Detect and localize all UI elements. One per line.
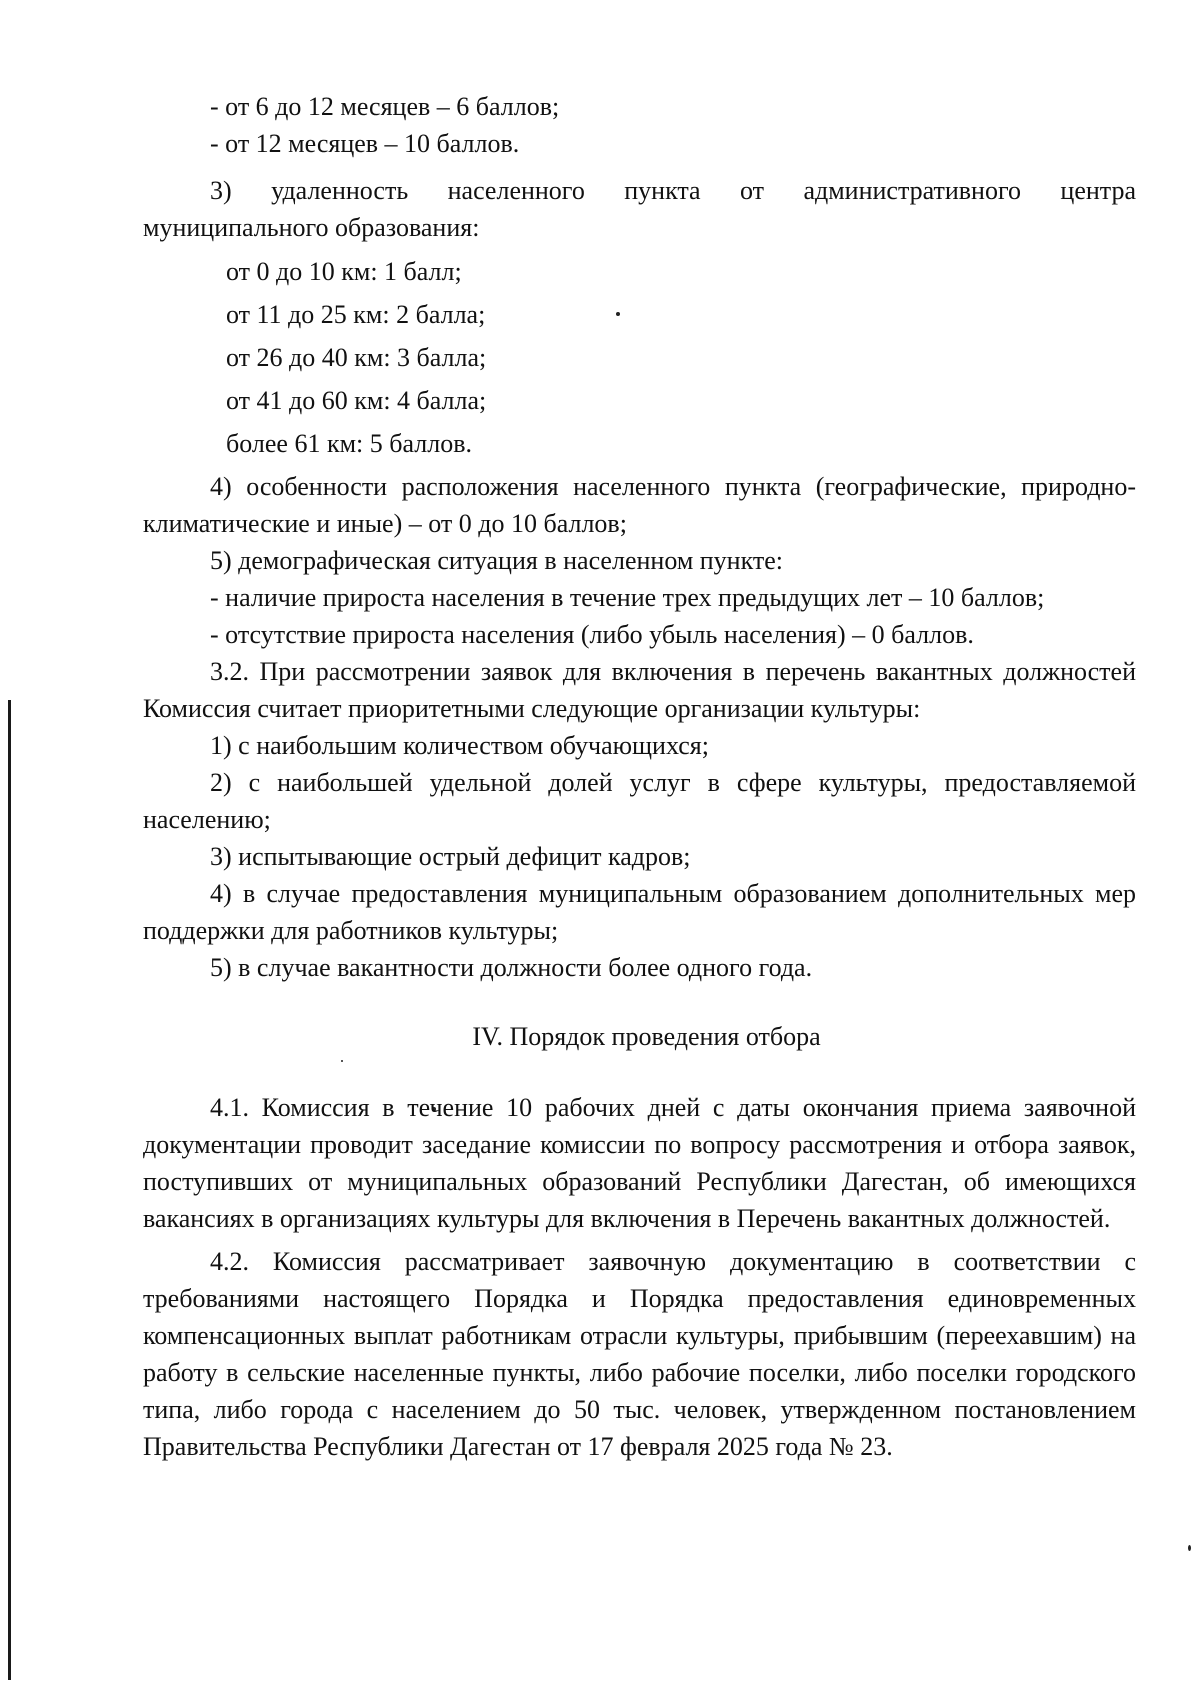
scan-margin-line bbox=[8, 700, 11, 1680]
distance-score-item: от 26 до 40 км: 3 балла; bbox=[226, 343, 487, 372]
growth-absent: - отсутствие прироста населения (либо убыль населения) – 0 баллов. bbox=[210, 620, 974, 649]
distance-score-item: от 11 до 25 км: 2 балла; bbox=[226, 300, 486, 329]
score-duration-12: - от 12 месяцев – 10 баллов. bbox=[210, 129, 520, 158]
scan-speck bbox=[1188, 1545, 1191, 1551]
score-duration-6-12: - от 6 до 12 месяцев – 6 баллов; bbox=[210, 92, 560, 121]
priority-item: 1) с наибольшим количеством обучающихся; bbox=[210, 731, 709, 760]
clause-4-2: 4.2. Комиссия рассматривает заявочную документацию в соответствии с требованиями настоящего Порядка и Порядка предоставления единовременных компенсационных выплат работникам отрасли культуры, прибывшим (переехавшим) на работу в сельские населенные пункты, либо рабочие поселки, либо поселки городского типа, либо города с населением до 50 тыс. человек, утвержденном постановлением Правительства Республики Дагестан от 17 февраля 2025 года № 23. bbox=[143, 1247, 1136, 1461]
criterion-4: 4) особенности расположения населенного пункта (географические, природно-климатические и иные) – от 0 до 10 баллов; bbox=[143, 472, 1136, 538]
distance-score-item: от 0 до 10 км: 1 балл; bbox=[226, 257, 462, 286]
clause-4-1: 4.1. Комиссия в течение 10 рабочих дней с даты окончания приема заявочной документации проводит заседание комиссии по вопросу рассмотрения и отбора заявок, поступивших от муниципальных образований Республики Дагестан, об имеющихся вакансиях в организациях культуры для включения в Перечень вакантных должностей. bbox=[143, 1093, 1136, 1233]
distance-score-item: более 61 км: 5 баллов. bbox=[226, 429, 472, 458]
priority-item: 4) в случае предоставления муниципальным образованием дополнительных мер поддержки для работников культуры; bbox=[143, 879, 1136, 945]
growth-present: - наличие прироста населения в течение трех предыдущих лет – 10 баллов; bbox=[210, 583, 1045, 612]
document-body bbox=[143, 88, 1136, 1465]
criterion-5: 5) демографическая ситуация в населенном пункте: bbox=[210, 546, 784, 575]
criterion-3-line-2: муниципального образования: bbox=[143, 213, 480, 242]
priority-item: 3) испытывающие острый дефицит кадров; bbox=[210, 842, 691, 871]
section-heading: IV. Порядок проведения отбора bbox=[472, 1022, 821, 1051]
distance-score-list bbox=[143, 253, 1136, 462]
criterion-3-line-1: 3) удаленность населенного пункта от административного центра bbox=[210, 176, 1136, 205]
distance-score-item: от 41 до 60 км: 4 балла; bbox=[226, 386, 487, 415]
clause-3-2: 3.2. При рассмотрении заявок для включения в перечень вакантных должностей Комиссия считает приоритетными следующие организации культуры: bbox=[143, 657, 1136, 723]
priority-item: 5) в случае вакантности должности более одного года. bbox=[210, 953, 813, 982]
priority-item: 2) с наибольшей удельной долей услуг в сфере культуры, предоставляемой населению; bbox=[143, 768, 1136, 834]
